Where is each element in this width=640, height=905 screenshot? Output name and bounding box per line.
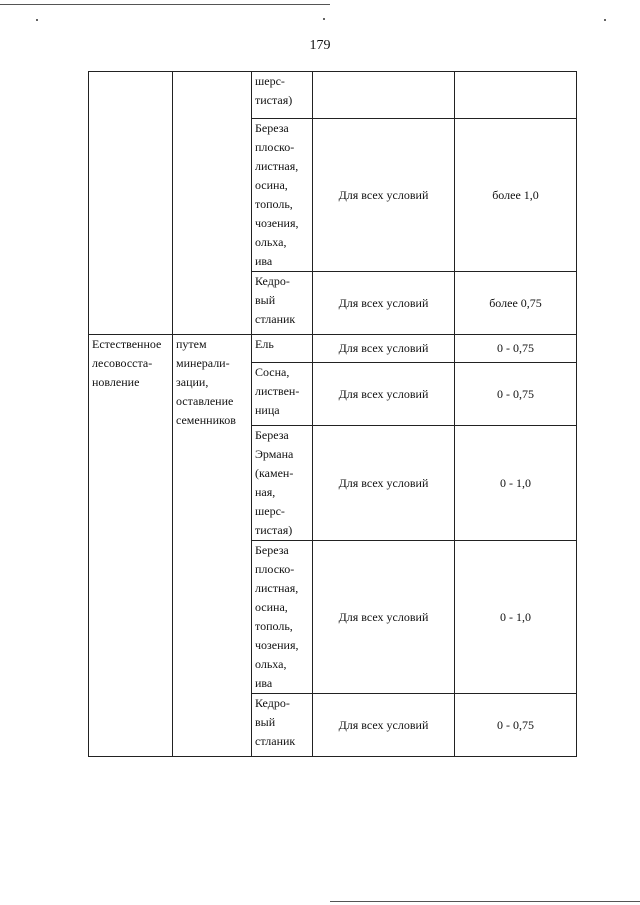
technique-cell-empty <box>173 72 252 335</box>
page-number: 179 <box>309 38 331 53</box>
document-table <box>88 71 577 757</box>
value-cell: 0 - 1,0 <box>455 426 577 541</box>
conditions-cell: Для всех условий <box>313 541 455 694</box>
value-cell: более 0,75 <box>455 272 577 335</box>
conditions-cell: Для всех условий <box>313 119 455 272</box>
conditions-cell: Для всех условий <box>313 694 455 757</box>
conditions-cell: Для всех условий <box>313 272 455 335</box>
conditions-cell: Для всех условий <box>313 426 455 541</box>
value-cell: 0 - 0,75 <box>455 363 577 426</box>
value-cell: более 1,0 <box>455 119 577 272</box>
species-cell: Ель <box>252 335 313 363</box>
scan-edge-line <box>330 901 640 902</box>
species-cell: Береза Эрмана (камен- ная, шерс- тистая) <box>252 426 313 541</box>
technique-cell: путем минерали- зации, оставление семенников <box>173 335 252 757</box>
scan-edge-line <box>0 4 330 5</box>
value-cell: 0 - 0,75 <box>455 694 577 757</box>
value-cell: 0 - 0,75 <box>455 335 577 363</box>
conditions-cell: Для всех условий <box>313 363 455 426</box>
conditions-cell: Для всех условий <box>313 335 455 363</box>
species-cell: шерс- тистая) <box>252 72 313 119</box>
species-cell: Кедро- вый стланик <box>252 694 313 757</box>
scan-dot <box>604 19 606 21</box>
value-cell: 0 - 1,0 <box>455 541 577 694</box>
species-cell: Сосна, листвен- ница <box>252 363 313 426</box>
species-cell: Береза плоско- листная, осина, тополь, чозения, ольха, ива <box>252 541 313 694</box>
table-row <box>89 335 577 363</box>
species-cell: Кедро- вый стланик <box>252 272 313 335</box>
table-row <box>89 72 577 119</box>
method-cell-empty <box>89 72 173 335</box>
scan-dot <box>323 18 325 20</box>
scan-dot <box>36 19 38 21</box>
conditions-cell <box>313 72 455 119</box>
method-cell: Естественное лесовосста- новление <box>89 335 173 757</box>
species-cell: Береза плоско- листная, осина, тополь, чозения, ольха, ива <box>252 119 313 272</box>
value-cell <box>455 72 577 119</box>
